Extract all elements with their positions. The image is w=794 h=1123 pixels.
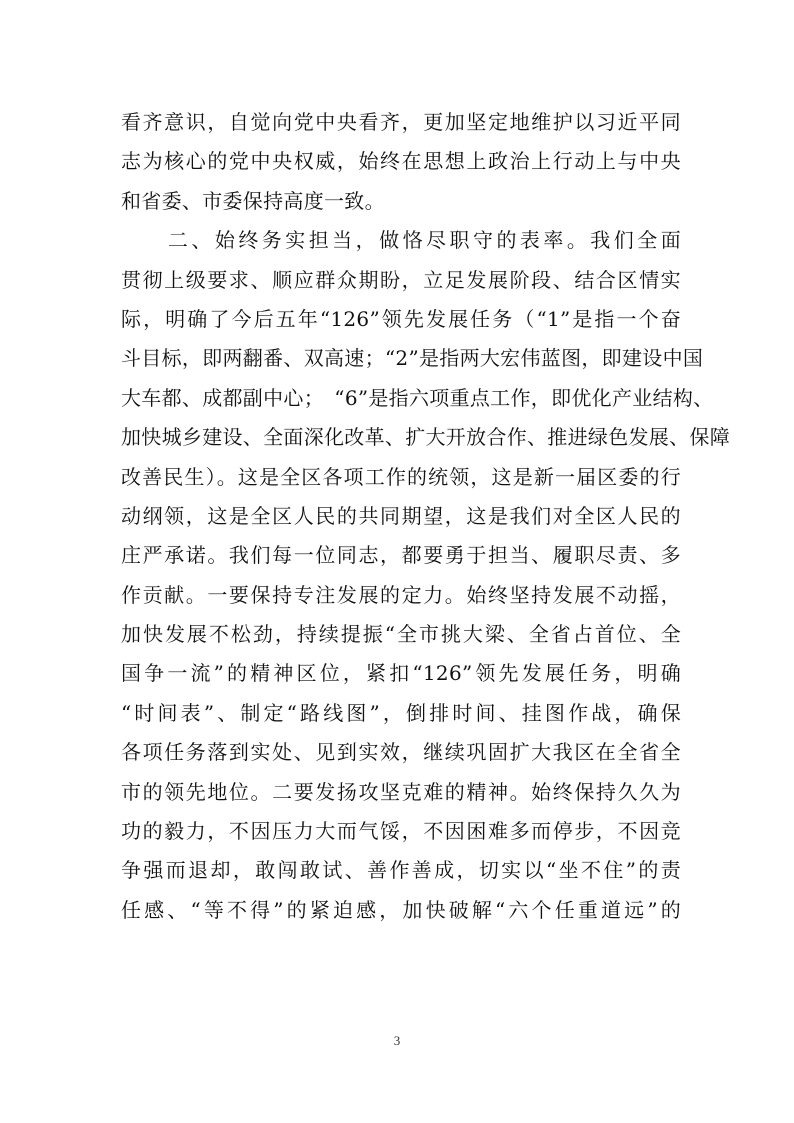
text-line: “时间表”、制定“路线图”，倒排时间、挂图作战，确保: [121, 700, 681, 725]
text-line: 功的毅力，不因压力大而气馁，不因困难多而停步，不因竞: [121, 819, 681, 844]
text-line: 贯彻上级要求、顺应群众期盼，立足发展阶段、结合区情实: [121, 267, 681, 292]
text-line: 争强而退却，敢闯敢试、善作善成，切实以“坐不住”的责: [121, 858, 681, 883]
body-text: [121, 103, 730, 930]
text-line: 加快发展不松劲，持续提振“全市挑大梁、全省占首位、全: [121, 622, 681, 647]
text-line: 改善民生）。这是全区各项工作的统领，这是新一届区委的行: [121, 464, 681, 489]
text-line: 国争一流”的精神区位，紧扣“126”领先发展任务，明确: [121, 661, 681, 686]
text-line: 庄严承诺。我们每一位同志，都要勇于担当、履职尽责、多: [121, 543, 681, 568]
page-number: 3: [393, 1033, 401, 1048]
text-line: 市的领先地位。二要发扬攻坚克难的精神。始终保持久久为: [121, 779, 681, 804]
text-line: 斗目标，即两翻番、双高速；“2”是指两大宏伟蓝图，即建设中国: [121, 346, 704, 371]
text-line: 任感、“等不得”的紧迫感，加快破解“六个任重道远”的: [121, 897, 681, 922]
text-line: 二、始终务实担当，做恪尽职守的表率。我们全面: [121, 228, 681, 253]
text-line: 志为核心的党中央权威，始终在思想上政治上行动上与中央: [121, 149, 681, 174]
text-line: 和省委、市委保持高度一致。: [121, 188, 385, 213]
text-line: 各项任务落到实处、见到实效，继续巩固扩大我区在全省全: [121, 740, 681, 765]
text-line: 加快城乡建设、全面深化改革、扩大开放合作、推进绿色发展、保障: [121, 425, 730, 450]
text-line: 看齐意识，自觉向党中央看齐，更加坚定地维护以习近平同: [121, 110, 681, 134]
text-line: 动纲领，这是全区人民的共同期望，这是我们对全区人民的: [121, 503, 681, 528]
text-line: 大车都、成都副中心； “6”是指六项重点工作，即优化产业结构、: [121, 385, 714, 410]
text-line: 作贡献。一要保持专注发展的定力。始终坚持发展不动摇，: [121, 582, 681, 607]
text-line: 际，明确了今后五年“126”领先发展任务（“1”是指一个奋: [121, 306, 681, 331]
